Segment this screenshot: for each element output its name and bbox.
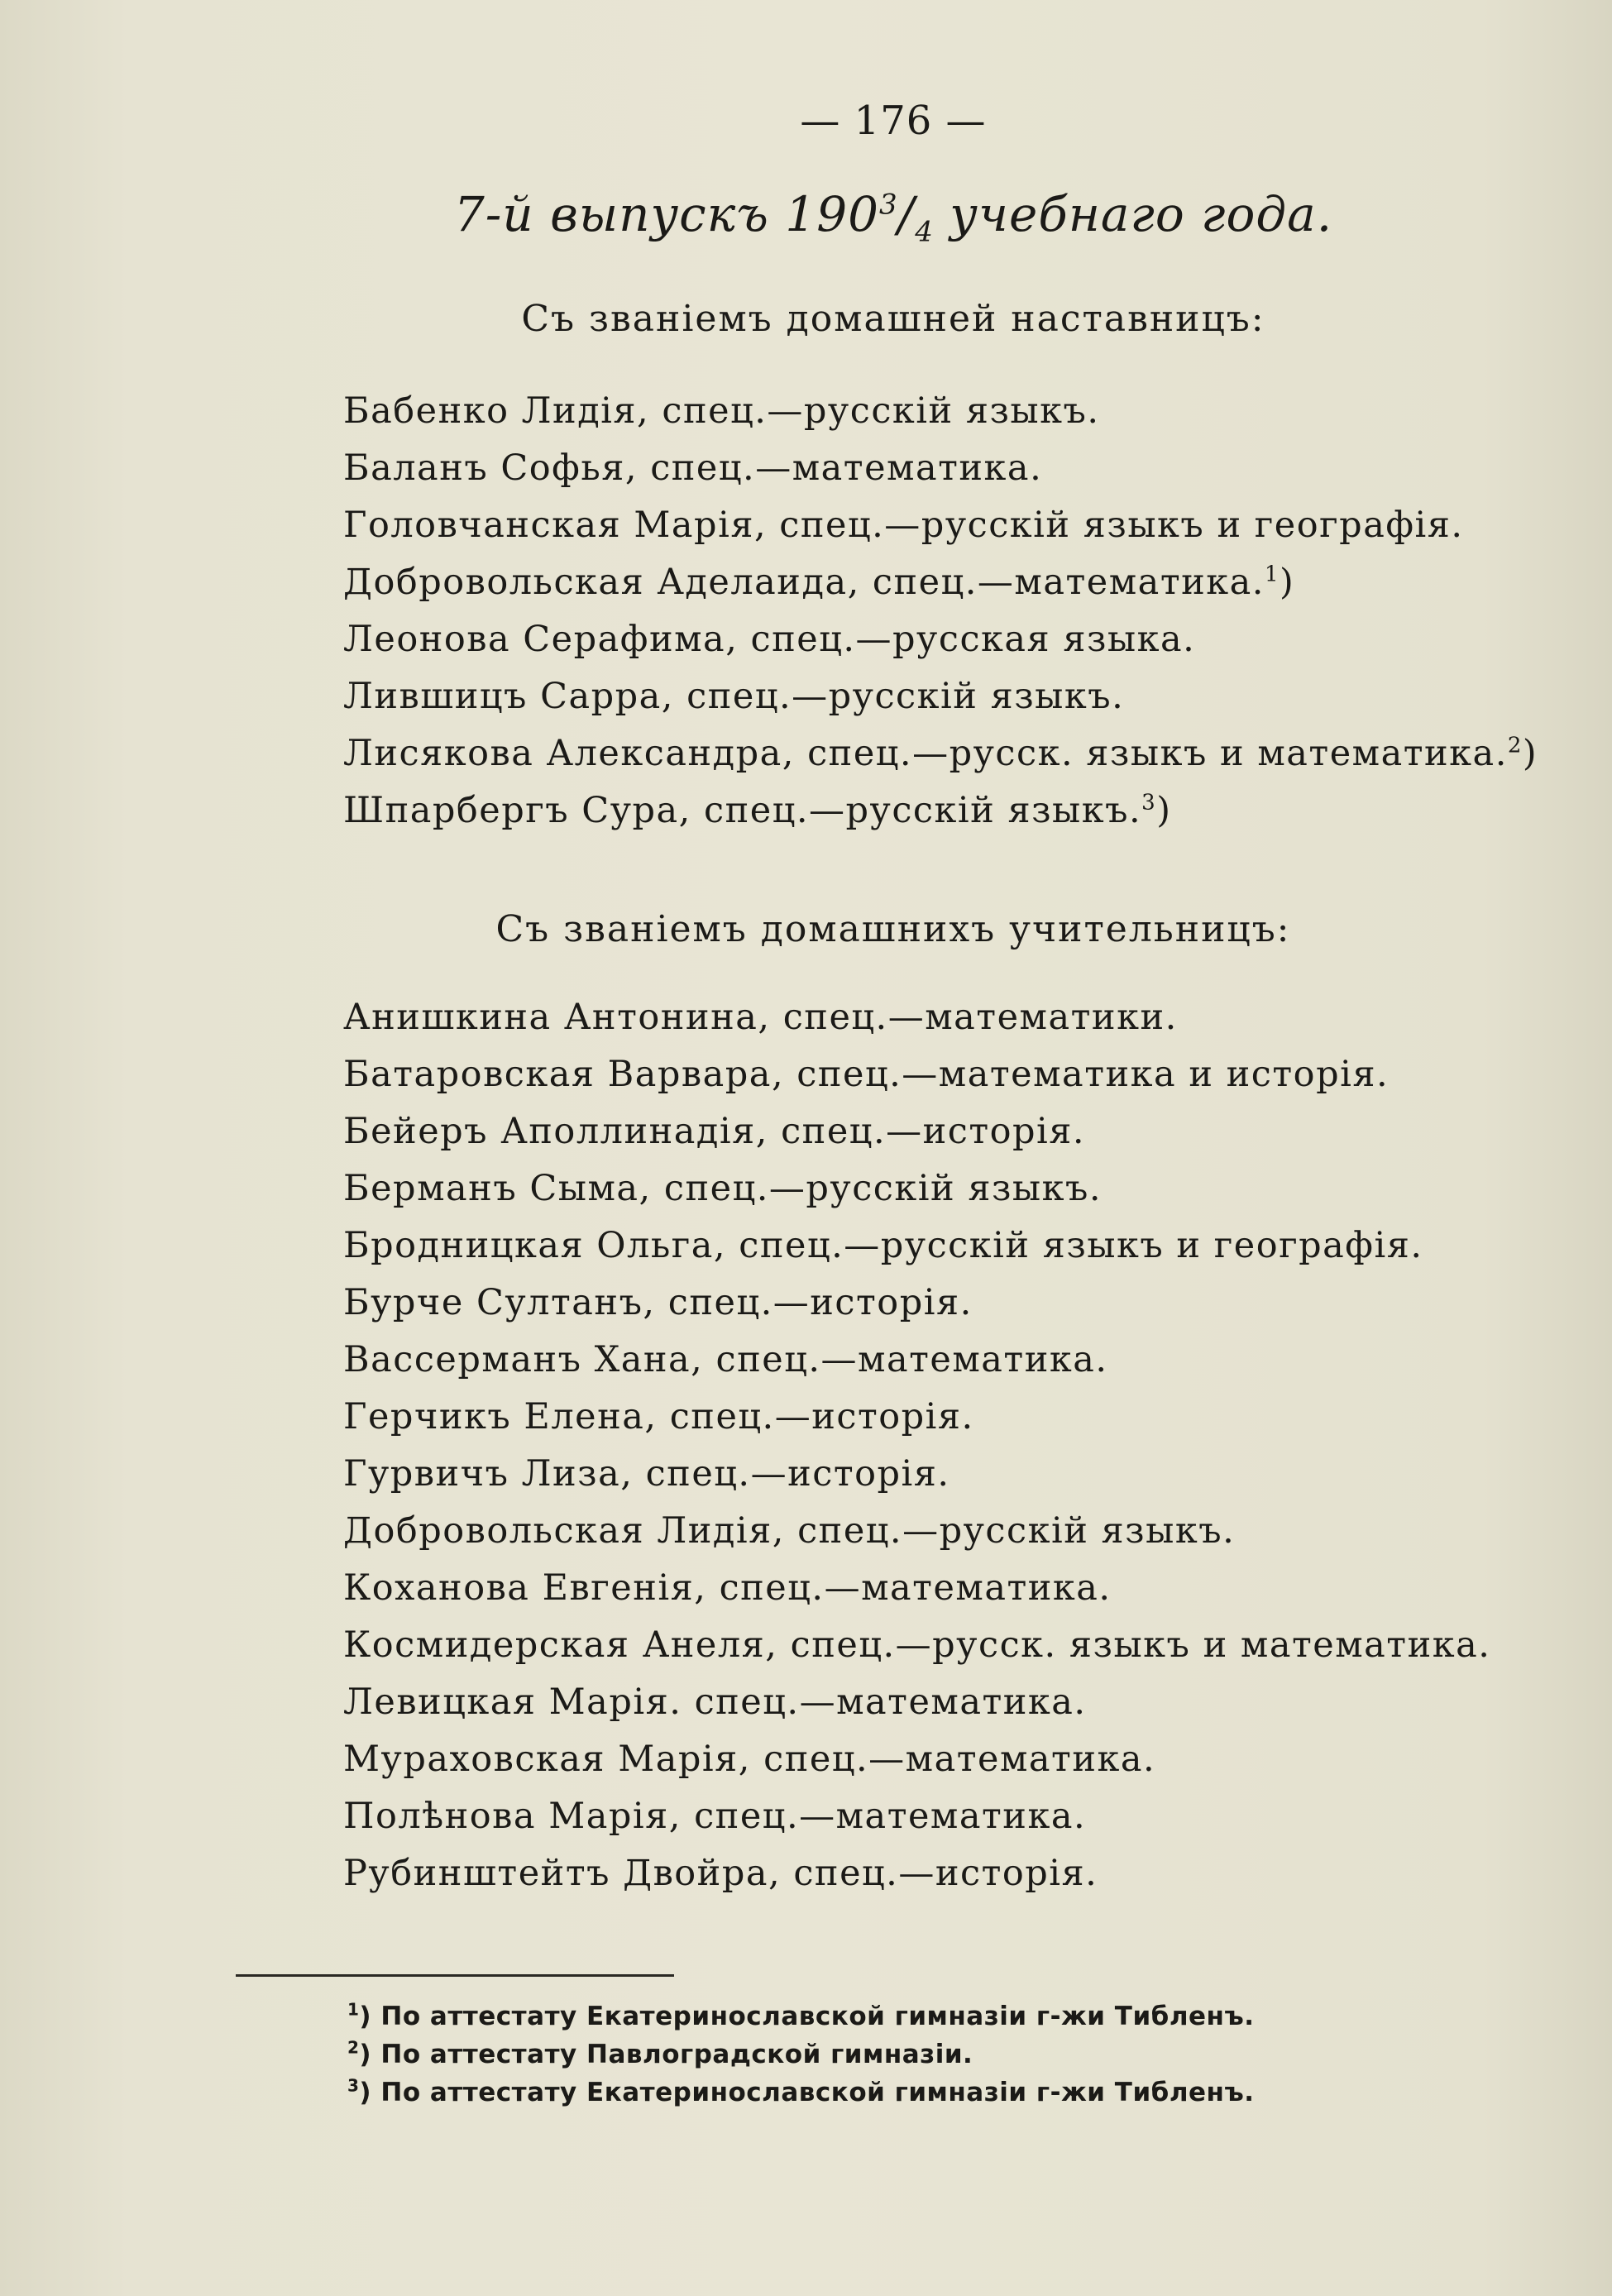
list-item: Космидерская Анеля, спец.—русск. языкъ и математика.	[343, 1624, 1491, 1666]
list-item: Полѣнова Марія, спец.—математика.	[343, 1796, 1087, 1837]
page-number: — 176 —	[800, 98, 987, 144]
list-item: Берманъ Сыма, спец.—русскій языкъ.	[343, 1168, 1103, 1209]
footnote-divider	[236, 1974, 674, 1977]
footnote-text: По аттестату Екатеринославской гимназіи г-жи Тибленъ.	[380, 2002, 1255, 2031]
title-prefix: 7-й выпускъ 190	[453, 186, 880, 242]
footnote: $^2$) По аттестату Павлоградской гимназіи.	[347, 2037, 973, 2069]
footnote-text: По аттестату Павлоградской гимназіи.	[380, 2040, 973, 2069]
list-item: Анишкина Антонина, спец.—математики.	[343, 997, 1178, 1038]
list-item: Бурче Султанъ, спец.—исторія.	[343, 1282, 973, 1323]
list-item: Коханова Евгенія, спец.—математика.	[343, 1567, 1112, 1609]
list-item: Баланъ Софья, спец.—математика.	[343, 447, 1043, 489]
list-item: Лисякова Александра, спец.—русск. языкъ и математика.$^2$)	[343, 733, 1538, 774]
footnote-ref: 2	[1507, 733, 1523, 758]
list-item: Добровольская Лидія, спец.—русскій языкъ.	[343, 1510, 1236, 1552]
footnote-text: По аттестату Екатеринославской гимназіи г-жи Тибленъ.	[380, 2078, 1255, 2107]
list-item: Добровольская Аделаида, спец.—математика.$^1$)	[343, 562, 1295, 603]
footnotes	[347, 1997, 1505, 2112]
footnote: $^1$) По аттестату Екатеринославской гимназіи г-жи Тибленъ.	[347, 1999, 1255, 2031]
list-item: Бродницкая Ольга, спец.—русскій языкъ и географія.	[343, 1225, 1423, 1266]
list-item: Вассерманъ Хана, спец.—математика.	[343, 1339, 1108, 1380]
footnote-ref: 1	[1264, 562, 1280, 587]
footnote-ref: 3	[1141, 790, 1157, 816]
section-heading-teachers: Съ званіемъ домашнихъ учительницъ:	[495, 908, 1291, 950]
teachers-list	[343, 989, 1567, 1902]
list-item: Бабенко Лидія, спец.—русскій языкъ.	[343, 390, 1100, 432]
list-item: Левицкая Марія. спец.—математика.	[343, 1681, 1087, 1723]
list-item: Головчанская Марія, спец.—русскій языкъ и географія.	[343, 505, 1464, 546]
title-fraction-top: 3	[879, 188, 898, 222]
list-item: Шпарбергъ Сура, спец.—русскій языкъ.$^3$)	[343, 790, 1172, 831]
title-suffix: учебнаго года.	[933, 186, 1333, 242]
footnote-mark: 2	[347, 2037, 360, 2058]
list-item: Рубинштейтъ Двойра, спец.—исторія.	[343, 1853, 1098, 1894]
governesses-list	[343, 383, 1567, 839]
list-item: Лившицъ Сарра, спец.—русскій языкъ.	[343, 676, 1125, 717]
page-title: 7-й выпускъ $190^3/_4$ учебнаго года.	[453, 186, 1333, 249]
title-fraction-bottom: 4	[915, 215, 934, 249]
list-item: Батаровская Варвара, спец.—математика и исторія.	[343, 1054, 1390, 1095]
list-item: Леонова Серафима, спец.—русская языка.	[343, 619, 1196, 660]
footnote: $^3$) По аттестату Екатеринославской гимназіи г-жи Тибленъ.	[347, 2075, 1255, 2107]
list-item: Герчикъ Елена, спец.—исторія.	[343, 1396, 974, 1437]
footnote-mark: 3	[347, 2075, 360, 2096]
list-item: Гурвичъ Лиза, спец.—исторія.	[343, 1453, 950, 1495]
list-item: Бейеръ Аполлинадія, спец.—исторія.	[343, 1111, 1086, 1152]
section-heading-governesses: Съ званіемъ домашней наставницъ:	[521, 298, 1265, 340]
list-item: Мураховская Марія, спец.—математика.	[343, 1739, 1156, 1780]
footnote-mark: 1	[347, 1999, 360, 2020]
